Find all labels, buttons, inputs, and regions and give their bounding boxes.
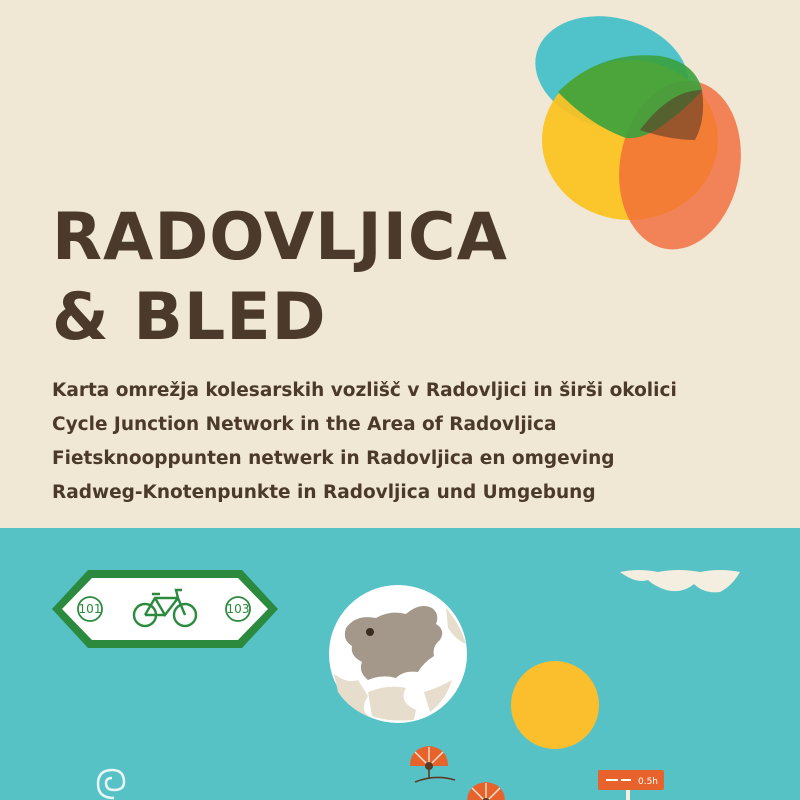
svg-text:101: 101 <box>78 602 102 616</box>
swirl-icon <box>84 758 144 800</box>
junction-sign <box>50 568 280 650</box>
cover-bottom <box>0 528 800 800</box>
cloud-icon <box>618 568 742 594</box>
title-line-1: RADOVLJICA <box>52 200 508 275</box>
slovenia-map-icon <box>328 584 468 724</box>
signpost-icon <box>598 768 668 800</box>
subtitle-english: Cycle Junction Network in the Area of Radovljica <box>52 414 557 435</box>
subtitle-slovenian: Karta omrežja kolesarskih vozlišč v Radovljici in širši okolici <box>52 380 677 401</box>
subtitle-dutch: Fietsknooppunten netwerk in Radovljica en omgeving <box>52 448 615 469</box>
title-line-2: & BLED <box>52 280 327 355</box>
svg-text:0.5h: 0.5h <box>637 777 659 787</box>
sun-icon <box>511 661 599 749</box>
color-blobs-logo <box>530 10 750 250</box>
page-title <box>52 198 508 358</box>
svg-text:103: 103 <box>226 602 250 616</box>
subtitle-german: Radweg-Knotenpunkte in Radovljica und Umgebung <box>52 482 596 503</box>
subtitle-block <box>52 374 677 510</box>
flower-icon <box>405 738 515 800</box>
